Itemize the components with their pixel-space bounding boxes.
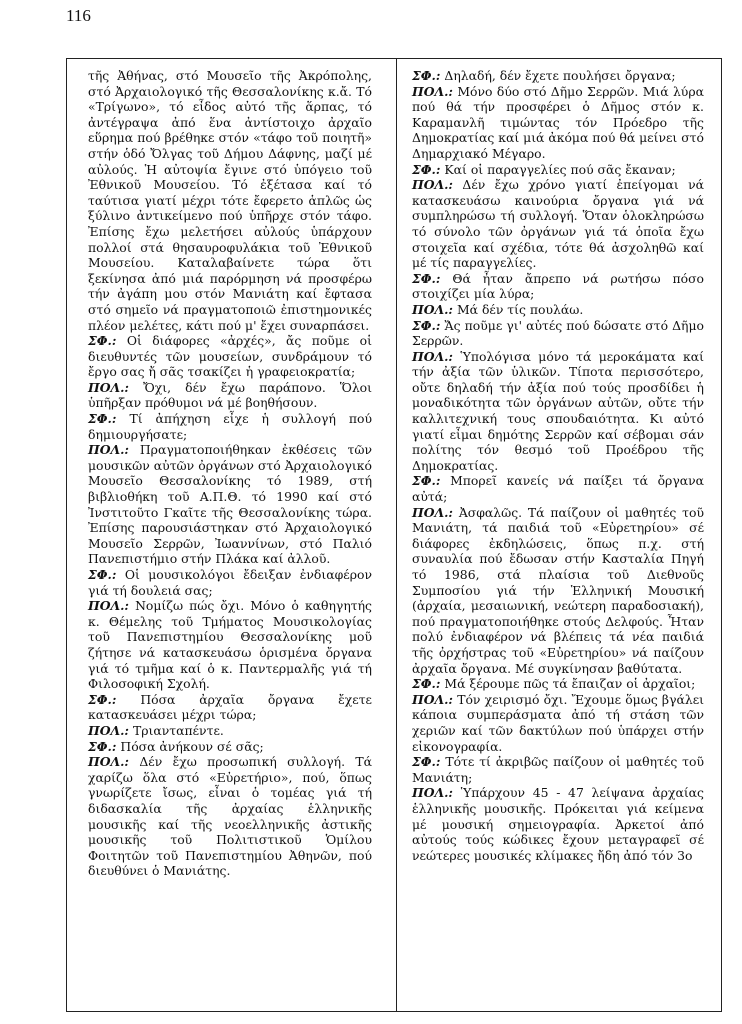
speaker-label: ΠΟΛ.: xyxy=(88,754,130,770)
paragraph-text: Πόσα ἀνήκουν σέ σᾶς; xyxy=(120,738,264,754)
speaker-label: ΠΟΛ.: xyxy=(88,598,130,614)
paragraph-text: Δέν ἔχω προσωπική συλλογή. Τά χαρίζω ὅλα στό «Εὐρετήριο», πού, ὅπως γνωρίζετε ἴσως, εἶναι ὁ τομέας γιά τή διδασκαλία τῆς ἀρχαίας ἑλληνικῆς μουσικῆς καί τῆς νεοελληνικῆς ἀστικῆς μουσικῆς τοῦ Πολιτιστικοῦ Ὁμίλου Φοιτητῶν τοῦ Πανεπιστημίου Ἀθηνῶν, πού διευθύνει ὁ Μανιάτης. xyxy=(88,754,372,879)
speaker-label: ΠΟΛ.: xyxy=(412,348,454,364)
paragraph xyxy=(412,785,704,863)
speaker-label: ΠΟΛ.: xyxy=(412,691,454,707)
paragraph-text: Δέν ἔχω χρόνο γιατί ἐπείγομαι νά κατασκευάσω καινούρια ὄργανα γιά νά συμπληρώσω τή συλλογή. Ὅταν ὁλοκληρώσω τό σύνολο τῶν ὀργάνων γιά τά ὁποῖα ἔχω στοιχεῖα καί σχέδια, τότε θά ἀσχοληθῶ καί μέ τίς παραγγελίες. xyxy=(412,177,704,271)
speaker-label: ΣΦ.: xyxy=(88,738,117,754)
paragraph xyxy=(88,411,372,442)
paragraph xyxy=(88,380,372,411)
paragraph-text: Μά ξέρουμε πῶς τά ἔπαιζαν οἱ ἀρχαῖοι; xyxy=(444,676,696,692)
paragraph xyxy=(412,177,704,271)
paragraph-text: Ἄς ποῦμε γι' αὐτές πού δώσατε στό Δῆμο Σερρῶν. xyxy=(412,317,704,349)
paragraph xyxy=(88,598,372,692)
paragraph-text: Τί ἀπήχηση εἶχε ἡ συλλογή πού δημιουργήσατε; xyxy=(88,411,372,442)
paragraph-text: Ὄχι, δέν ἔχω παράπονο. Ὅλοι ὑπῆρξαν πρόθυμοι νά μέ βοηθήσουν. xyxy=(88,379,372,411)
speaker-label: ΣΦ.: xyxy=(412,754,441,770)
paragraph xyxy=(88,333,372,380)
paragraph-text: Δηλαδή, δέν ἔχετε πουλήσει ὄργανα; xyxy=(444,68,676,83)
speaker-label: ΣΦ.: xyxy=(88,567,117,582)
paragraph: τῆς Ἀθήνας, στό Μουσεῖο τῆς Ἀκρόπολης, στό Ἀρχαιολογικό τῆς Θεσσαλονίκης κ.ἄ. Τό «Τρίγωνο», τό εἶδος αὐτό τῆς ἅρπας, τό ἀντέγραψα ἀπό ἕνα ἀντίστοιχο ἀρχαῖο εὕρημα πού βρέθηκε στόν «τάφο τοῦ ποιητῆ» στήν ὁδό Ὄλγας τοῦ Δήμου Δάφνης, μαζί μέ αὐλούς. Ἡ αὐτοψία ἔγινε στό ὑπόγειο τοῦ Ἐθνικοῦ Μουσείου. Τό ἐξέτασα καί τό ταύτισα γιατί μέχρι τότε ἔφερετο ἁπλῶς ὡς ξύλινο ἀντικείμενο πού ὑπῆρχε στόν τάφο. Ἐπίσης ἔχω μελετήσει αὐλούς ὑπάρχουν πολλοί στά θησαυροφυλάκια τοῦ Ἐθνικοῦ Μουσείου. Καταλαβαίνετε τώρα ὅτι ξεκίνησα ἀπό μιά παρόρμηση νά προσφέρω τήν ἀγάπη μου στόν Μανιάτη καί ἔφτασα στό σημεῖο νά πραγματοποιῶ ἐπιστημονικές πλέον μελέτες, κάτι πού μ' ἔχει συναρπάσει. xyxy=(88,68,372,333)
paragraph-text: Νομίζω πώς ὄχι. Μόνο ὁ καθηγητής κ. Θέμελης τοῦ Τμήματος Μουσικολογίας τοῦ Πανεπιστημίου Θεσσαλονίκης μοῦ ζήτησε νά κατασκευάσω ὁρισμένα ὄργανα γιά τό τμῆμα καί ὁ κ. Παντερμαλῆς γιά τή Φιλοσοφική Σχολή. xyxy=(88,598,372,692)
paragraph-text: Μπορεῖ κανείς νά παίξει τά ὄργανα αὐτά; xyxy=(412,473,704,505)
speaker-label: ΠΟΛ.: xyxy=(412,785,454,801)
paragraph xyxy=(88,567,372,598)
paragraph-text: Οἱ μουσικολόγοι ἔδειξαν ἐνδιαφέρον γιά τή δουλειά σας; xyxy=(88,567,372,598)
paragraph xyxy=(412,692,704,754)
paragraph xyxy=(412,349,704,474)
paragraph-text: Μόνο δύο στό Δῆμο Σερρῶν. Μιά λύρα πού θά τήν προσφέρει ὁ Δῆμος στόν κ. Καραμανλῆ τιμώντας τόν Πρόεδρο τῆς Δημοκρατίας καί μιά ἀκόμα πού θά μείνει στό Δημαρχιακό Μέγαρο. xyxy=(412,83,704,161)
paragraph-text: Πραγματοποιήθηκαν ἐκθέσεις τῶν μουσικῶν αὐτῶν ὀργάνων στό Ἀρχαιολογικό Μουσεῖο Θεσσαλονίκης τό 1989, στή βιβλιοθήκη τοῦ Α.Π.Θ. τό 1990 καί στό Ἰνστιτοῦτο Γκαῖτε τῆς Θεσσαλονίκης τώρα. Ἐπίσης παρουσιάστηκαν στό Ἀρχαιολογικό Μουσεῖο Σερρῶν, Ἰωαννίνων, στό Παλιό Πανεπιστήμιο στήν Πλάκα καί ἀλλοῦ. xyxy=(88,442,372,567)
paragraph xyxy=(412,271,704,302)
paragraph-text: Θά ἦταν ἄπρεπο νά ρωτήσω πόσο στοιχίζει μία λύρα; xyxy=(412,270,704,302)
paragraph xyxy=(412,84,704,162)
speaker-label: ΠΟΛ.: xyxy=(412,504,454,520)
speaker-label: ΠΟΛ.: xyxy=(88,442,130,458)
paragraph xyxy=(88,723,372,739)
speaker-label: ΠΟΛ.: xyxy=(412,83,454,99)
speaker-label: ΠΟΛ.: xyxy=(412,301,454,317)
paragraph xyxy=(88,754,372,879)
paragraph xyxy=(412,68,704,84)
paragraph-text: Ἀσφαλῶς. Τά παίζουν οἱ μαθητές τοῦ Μανιάτη, τά παιδιά τοῦ «Εὐρετηρίου» σέ διάφορες ἐκδηλώσεις, ὅπως π.χ. στή συναυλία πού ἔδωσαν στήν Κασταλία Πηγή τό 1986, στά πλαίσια τοῦ Διεθνοῦς Συμποσίου γιά τήν Ἑλληνική Μουσική (ἀρχαία, μεσαιωνική, νεώτερη παραδοσιακή), πού πραγματοποιήθηκε στούς Δελφούς. Ἦταν πολύ ἐνδιαφέρον νά βλέπεις τά νέα παιδιά τῆς ὀρχήστρας τοῦ «Εὐρετηρίου» νά παίζουν ἀρχαῖα ὄργανα. Μέ συγκίνησαν βαθύτατα. xyxy=(412,504,704,676)
paragraph xyxy=(412,676,704,692)
paragraph xyxy=(412,302,704,318)
paragraph-text: Πόσα ἀρχαῖα ὄργανα ἔχετε κατασκευάσει μέχρι τώρα; xyxy=(88,691,372,723)
speaker-label: ΣΦ.: xyxy=(412,68,441,83)
column-divider xyxy=(396,58,397,1012)
speaker-label: ΠΟΛ.: xyxy=(412,177,454,193)
paragraph-text: Μά δέν τίς πουλάω. xyxy=(456,301,584,317)
paragraph xyxy=(412,162,704,178)
paragraph xyxy=(88,692,372,723)
speaker-label: ΣΦ.: xyxy=(88,333,117,349)
left-column xyxy=(88,68,372,879)
paragraph-text: Οἱ διάφορες «ἀρχές», ἄς ποῦμε οἱ διευθυντές τῶν μουσείων, συνδράμουν τό ἔργο σας ἤ σᾶς τσακίζει ἡ γραφειοκρατία; xyxy=(88,333,372,380)
speaker-label: ΣΦ.: xyxy=(412,270,441,286)
paragraph-text: Καί οἱ παραγγελίες πού σᾶς ἔκαναν; xyxy=(444,161,676,177)
paragraph xyxy=(412,505,704,677)
paragraph xyxy=(412,318,704,349)
page-number: 116 xyxy=(66,6,91,25)
paragraph-text: Τότε τί ἀκριβῶς παίζουν οἱ μαθητές τοῦ Μανιάτη; xyxy=(412,754,704,785)
speaker-label: ΣΦ.: xyxy=(88,691,117,707)
paragraph-text: Ὑπολόγισα μόνο τά μεροκάματα καί τήν ἀξία τῶν ὑλικῶν. Τίποτα περισσότερο, οὔτε δηλαδή τήν ἀξία πού τούς προσδίδει ἡ μοναδικότητα τῶν ὀργάνων αὐτῶν, οὔτε τήν καλλιτεχνική τους σπουδαιότητα. Κι αὐτό γιατί εἶμαι δημότης Σερρῶν καί σέβομαι σάν πολίτης τόν θεσμό τοῦ Προέδρου τῆς Δημοκρατίας. xyxy=(412,348,704,473)
paragraph xyxy=(412,473,704,504)
paragraph-text: Τόν χειρισμό ὄχι. Ἔχουμε ὅμως βγάλει κάποια συμπεράσματα ἀπό τή στάση τῶν χεριῶν καί τῶν δακτύλων πού ὑπάρχει στήν εἰκονογραφία. xyxy=(412,691,704,754)
speaker-label: ΣΦ.: xyxy=(412,317,441,333)
speaker-label: ΣΦ.: xyxy=(412,161,441,177)
paragraph xyxy=(88,442,372,567)
paragraph xyxy=(88,739,372,755)
paragraph xyxy=(412,754,704,785)
right-column xyxy=(412,68,704,863)
speaker-label: ΣΦ.: xyxy=(88,411,117,427)
speaker-label: ΠΟΛ.: xyxy=(88,722,130,738)
paragraph-text: Τριανταπέντε. xyxy=(132,722,224,738)
speaker-label: ΣΦ.: xyxy=(412,676,441,692)
speaker-label: ΣΦ.: xyxy=(412,473,441,489)
paragraph-text: Ὑπάρχουν 45 - 47 λείψανα ἀρχαίας ἑλληνικῆς μουσικῆς. Πρόκειται γιά κείμενα μέ μουσική σημειογραφία. Ἀρκετοί ἀπό αὐτούς τούς κώδικες ἔχουν μεταγραφεῖ σέ νεώτερες μουσικές κλίμακες ἤδη ἀπό τόν 3ο xyxy=(412,785,704,863)
speaker-label: ΠΟΛ.: xyxy=(88,379,130,395)
